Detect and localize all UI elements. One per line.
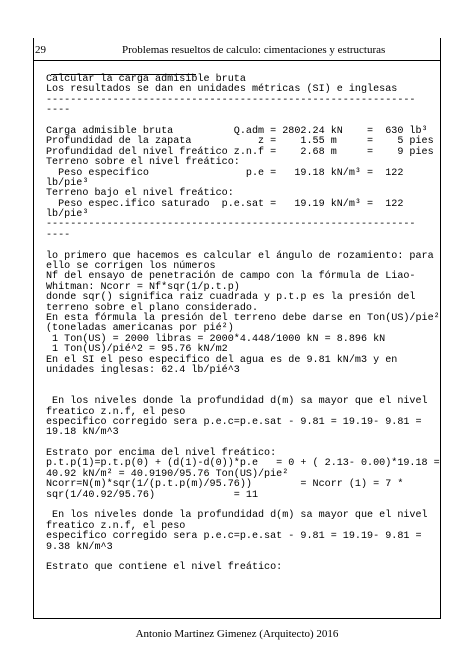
text-line: (toneladas americanas por pié²) bbox=[46, 323, 234, 335]
text-line: ---- bbox=[46, 229, 71, 241]
text-line: terreno sobre el plano considerado. bbox=[46, 302, 259, 314]
text-line: En el SI el peso especifico del agua es de 9.81 kN/m3 y en bbox=[46, 354, 398, 366]
text-line: 1 Ton(US)/pié^2 = 95.76 kN/m2 bbox=[46, 344, 228, 356]
text-line: En los niveles donde la profundidad d(m) sa mayor que el nivel bbox=[46, 510, 428, 522]
text-line: donde sqr() significa raiz cuadrada y p.t.p es la presión del bbox=[46, 292, 416, 304]
text-line: Terreno sobre el nivel freático: bbox=[46, 157, 240, 169]
text-line: Profundidad del nivel freático z.n.f = 2.68 m = 9 pies bbox=[46, 146, 434, 158]
header-rule bbox=[33, 60, 441, 61]
text-line: Profundidad de la zapata z = 1.55 m = 5 pies bbox=[46, 136, 434, 148]
text-line: freatico z.n.f, el peso bbox=[46, 406, 186, 418]
text-line: Los resultados se dan en unidades métricas (SI) e inglesas bbox=[46, 84, 398, 96]
page-number: 29 bbox=[35, 44, 46, 56]
text-line: ---- bbox=[46, 105, 71, 117]
text-line: p.t.p(1)=p.t.p(0) + (d(1)-d(0))*p.e = 0 + ( 2.13- 0.00)*19.18 = bbox=[46, 458, 440, 470]
text-line bbox=[46, 376, 440, 386]
text-line: lb/pie³ bbox=[46, 209, 89, 221]
text-line: lo primero que hacemos es calcular el ángulo de rozamiento: para bbox=[46, 250, 434, 262]
text-line: 1 Ton(US) = 2000 libras = 2000*4.448/1000 kN = 8.896 kN bbox=[46, 333, 386, 345]
text-line: Peso espec.ifico saturado p.e.sat = 19.19 kN/m³ = 122 bbox=[46, 198, 404, 210]
text-line: Carga admisible bruta Q.adm = 2802.24 kN = 630 lb³ bbox=[46, 125, 428, 137]
text-line: Calcular la carga admisible bruta bbox=[46, 74, 246, 85]
text-line: Nf del ensayo de penetración de campo con la fórmula de Liao- bbox=[46, 271, 416, 283]
page-footer: Antonio Martinez Gimenez (Arquitecto) 2016 bbox=[135, 628, 339, 640]
text-line: 19.18 kN/m^3 bbox=[46, 427, 119, 439]
text-line: unidades inglesas: 62.4 lb/pié^3 bbox=[46, 364, 240, 376]
text-line: ------------------------------------------------------------- bbox=[46, 94, 416, 106]
text-line: especifico corregido sera p.e.c=p.e.sat - 9.81 = 19.19- 9.81 = bbox=[46, 531, 422, 543]
calculation-text bbox=[46, 75, 440, 574]
text-line: ello se corrigen los números bbox=[46, 261, 216, 273]
text-line: En los niveles donde la profundidad d(m) sa mayor que el nivel bbox=[46, 396, 428, 408]
running-title: Problemas resueltos de calculo: cimentaciones y estructuras bbox=[122, 44, 386, 56]
text-line: 9.38 kN/m^3 bbox=[46, 541, 113, 553]
text-line: Ncorr=N(m)*sqr(1/(p.t.p(m)/95.76)) = Ncorr (1) = 7 * bbox=[46, 479, 404, 491]
text-line: lb/pie³ bbox=[46, 177, 89, 189]
text-line: sqr(1/40.92/95.76) = 11 bbox=[46, 489, 259, 501]
text-line: Estrato por encima del nivel freático: bbox=[46, 448, 277, 460]
text-line: Terreno bajo el nivel freático: bbox=[46, 188, 234, 200]
text-line: 40.92 kN/m² = 40.9190/95.76 Ton(US)/pie² bbox=[46, 468, 289, 480]
text-line: Whitman: Ncorr = Nf*sqr(1/p.t.p) bbox=[46, 281, 240, 293]
text-line: Estrato que contiene el nivel freático: bbox=[46, 562, 283, 574]
text-line: Peso especifico p.e = 19.18 kN/m³ = 122 bbox=[46, 167, 404, 179]
text-line: especifico corregido sera p.e.c=p.e.sat - 9.81 = 19.19- 9.81 = bbox=[46, 416, 422, 428]
text-line: En esta fórmula la presión del terreno debe darse en Ton(US)/pie² bbox=[46, 312, 440, 324]
text-line: ------------------------------------------------------------- bbox=[46, 219, 416, 231]
text-line: freatico z.n.f, el peso bbox=[46, 520, 186, 532]
